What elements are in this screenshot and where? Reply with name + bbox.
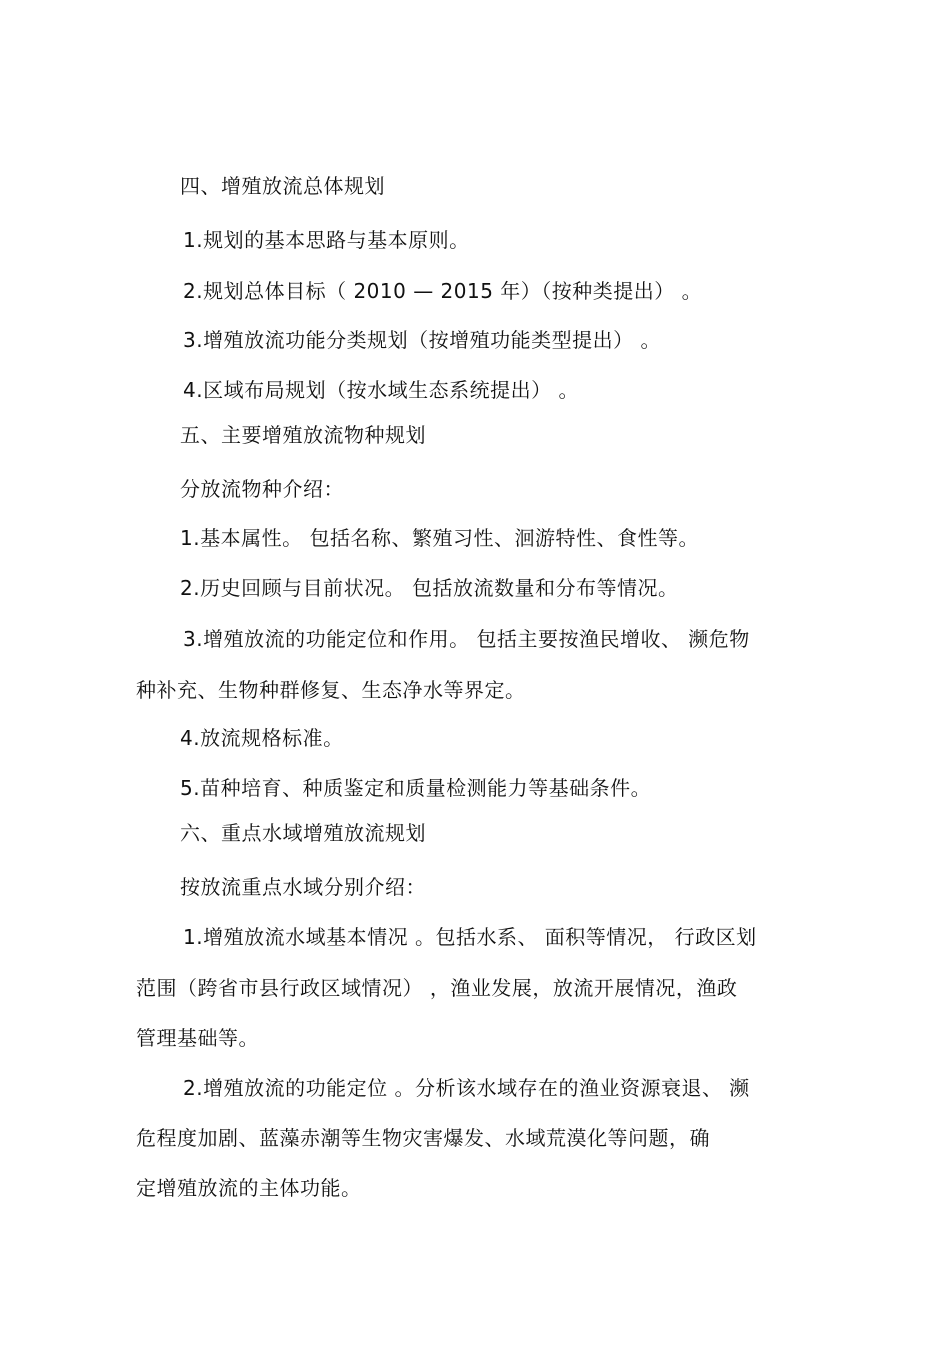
section-heading-5: 五、主要增殖放流物种规划 — [180, 423, 426, 447]
paragraph-line: 2.历史回顾与目前状况。 包括放流数量和分布等情况。 — [180, 576, 679, 600]
paragraph-line: 2.规划总体目标（ 2010 — 2015 年）（按种类提出） 。 — [183, 279, 703, 303]
paragraph-line: 1.基本属性。 包括名称、繁殖习性、洄游特性、食性等。 — [180, 526, 699, 550]
paragraph-line: 管理基础等。 — [136, 1026, 259, 1050]
paragraph-line: 按放流重点水域分别介绍： — [180, 875, 426, 899]
paragraph-line: 危程度加剧、蓝藻赤潮等生物灾害爆发、水域荒漠化等问题，确 — [136, 1126, 710, 1150]
paragraph-line: 2.增殖放流的功能定位 。分析该水域存在的渔业资源衰退、 濒 — [183, 1076, 750, 1100]
paragraph-line: 范围（跨省市县行政区域情况） ，渔业发展，放流开展情况，渔政 — [136, 976, 738, 1000]
paragraph-line: 4.区域布局规划（按水域生态系统提出） 。 — [183, 378, 579, 402]
paragraph-line: 种补充、生物种群修复、生态净水等界定。 — [136, 678, 526, 702]
paragraph-line: 1.增殖放流水域基本情况 。包括水系、 面积等情况， 行政区划 — [183, 925, 757, 949]
paragraph-line: 3.增殖放流的功能定位和作用。 包括主要按渔民增收、 濒危物 — [183, 627, 750, 651]
paragraph-line: 3.增殖放流功能分类规划（按增殖功能类型提出） 。 — [183, 328, 661, 352]
paragraph-line: 4.放流规格标准。 — [180, 726, 344, 750]
paragraph-line: 1.规划的基本思路与基本原则。 — [183, 228, 470, 252]
paragraph-line: 分放流物种介绍： — [180, 477, 344, 501]
section-heading-6: 六、重点水域增殖放流规划 — [180, 821, 426, 845]
paragraph-line: 定增殖放流的主体功能。 — [136, 1176, 362, 1200]
paragraph-line: 5.苗种培育、种质鉴定和质量检测能力等基础条件。 — [180, 776, 652, 800]
section-heading-4: 四、增殖放流总体规划 — [180, 174, 385, 198]
